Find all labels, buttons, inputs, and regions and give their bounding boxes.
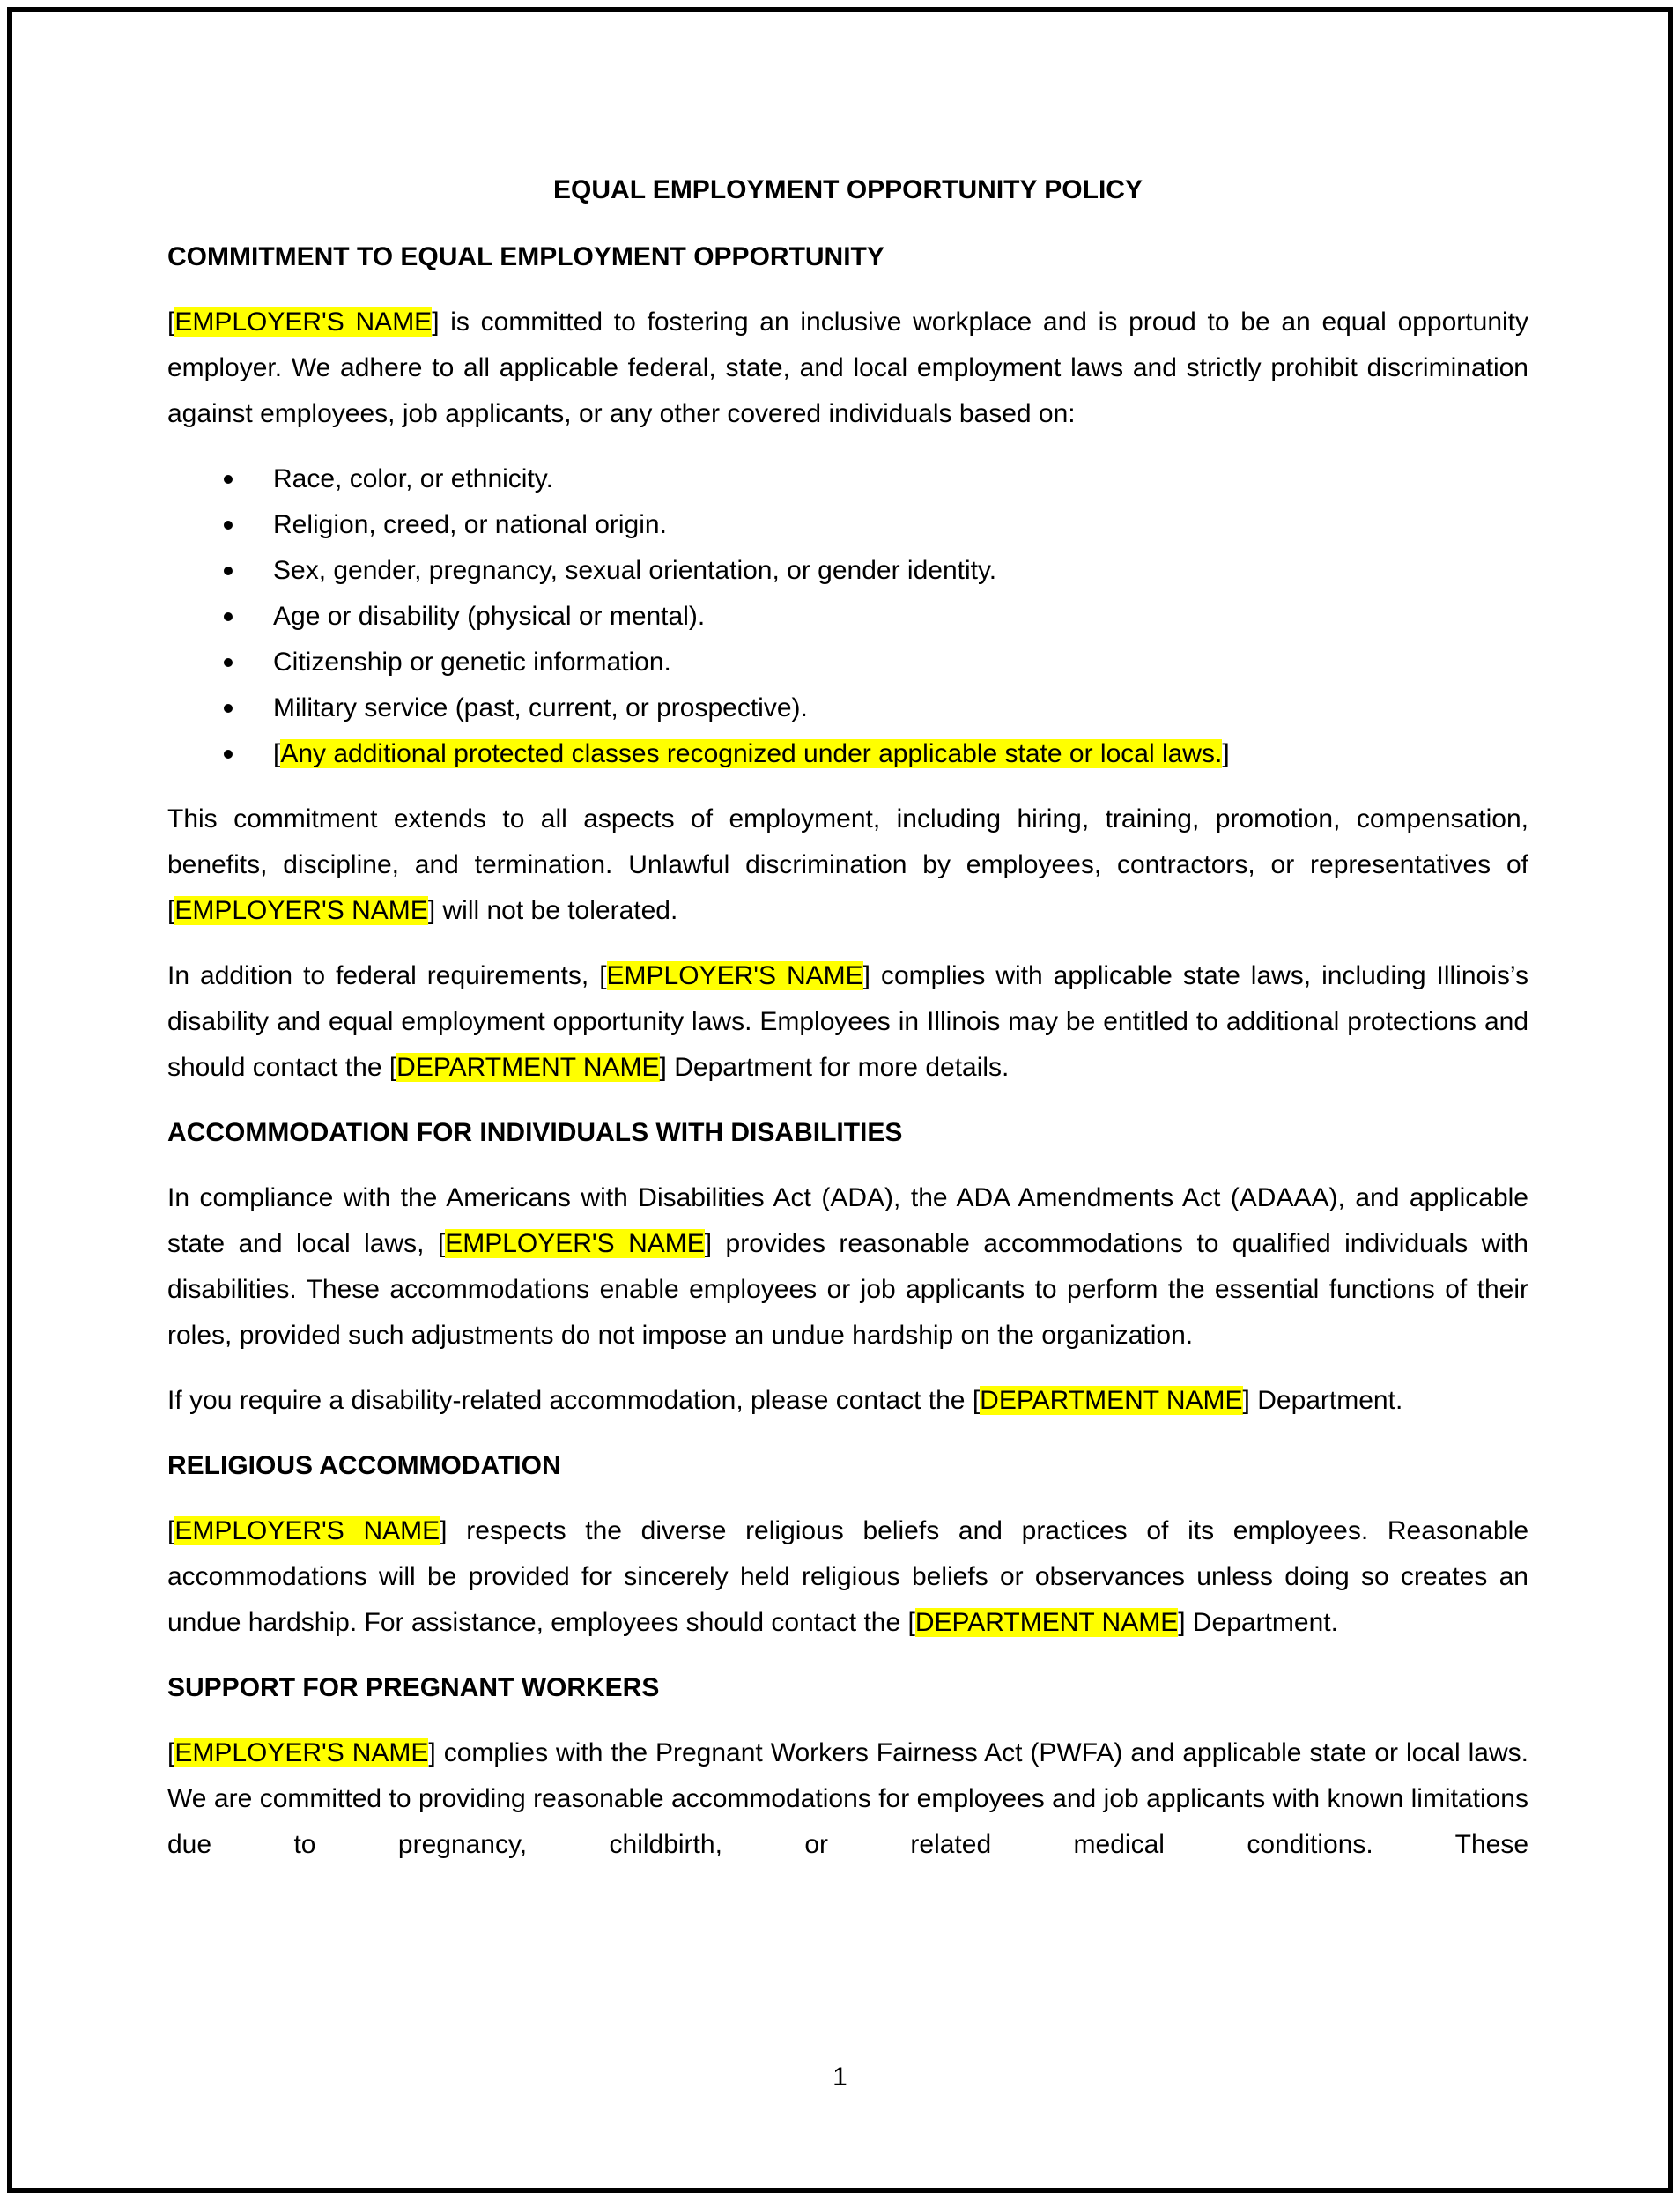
- placeholder-highlight: EMPLOYER'S NAME: [174, 1516, 440, 1545]
- section-heading: COMMITMENT TO EQUAL EMPLOYMENT OPPORTUNITY: [167, 242, 884, 271]
- section-heading: SUPPORT FOR PREGNANT WORKERS: [167, 1673, 660, 1702]
- section-heading: ACCOMMODATION FOR INDIVIDUALS WITH DISABILITIES: [167, 1118, 903, 1147]
- document-title: EQUAL EMPLOYMENT OPPORTUNITY POLICY: [553, 175, 1143, 204]
- placeholder-highlight: DEPARTMENT NAME: [914, 1608, 1179, 1637]
- paragraph: [167, 300, 1528, 437]
- text-run: ]: [1222, 739, 1230, 768]
- text-run: [: [273, 739, 281, 768]
- paragraph: [167, 1730, 1528, 1868]
- text-run: This commitment extends to all aspects of employment, including hiring, training, promotion, compensation, benefits, discipline, and termination. Unlawful discrimination by employees, contractors, or representatives of [: [167, 804, 1528, 925]
- section-heading: RELIGIOUS ACCOMMODATION: [167, 1451, 561, 1480]
- paragraph: [167, 1378, 1528, 1424]
- text-run: If you require a disability-related accommodation, please contact the [: [167, 1386, 981, 1415]
- paragraph: [167, 1508, 1528, 1646]
- bullet-item: [167, 640, 1528, 685]
- text-run: Race, color, or ethnicity.: [273, 464, 553, 493]
- placeholder-highlight: DEPARTMENT NAME: [396, 1053, 660, 1082]
- text-run: ] Department.: [1242, 1386, 1403, 1415]
- text-run: ] provides reasonable accommodations to qualified individuals with disabilities. These accommodations enable employees or job applicants to perform the essential functions of their roles, provided such adjustments do not impose an undue hardship on the organization.: [167, 1229, 1528, 1350]
- text-run: [: [167, 1516, 175, 1545]
- paragraph: [167, 1175, 1528, 1359]
- page-number: 1: [833, 2063, 847, 2092]
- text-run: Citizenship or genetic information.: [273, 648, 671, 677]
- bullet-list: [167, 456, 1528, 777]
- bullet-item: [167, 456, 1528, 502]
- text-run: ] is committed to fostering an inclusive workplace and is proud to be an equal opportunity employer. We adhere to all applicable federal, state, and local employment laws and strictly prohibit discrimination against employees, job applicants, or any other covered individuals based on:: [167, 307, 1528, 428]
- bullet-item: [167, 594, 1528, 640]
- placeholder-highlight: DEPARTMENT NAME: [980, 1386, 1243, 1415]
- text-run: Military service (past, current, or prospective).: [273, 693, 808, 722]
- text-run: In addition to federal requirements, [: [167, 961, 607, 990]
- text-run: Sex, gender, pregnancy, sexual orientation, or gender identity.: [273, 556, 997, 585]
- placeholder-highlight: EMPLOYER'S NAME: [174, 896, 428, 925]
- placeholder-highlight: EMPLOYER'S NAME: [174, 307, 433, 337]
- paragraph: [167, 796, 1528, 934]
- text-run: ] will not be tolerated.: [427, 896, 678, 925]
- text-run: ] Department.: [1178, 1608, 1338, 1637]
- text-run: [: [167, 307, 175, 337]
- bullet-item: [167, 502, 1528, 548]
- text-run: ] Department for more details.: [659, 1053, 1010, 1082]
- text-run: ] respects the diverse religious beliefs and practices of its employees. Reasonable accommodations will be provided for sincerely held religious beliefs or observances unless doing so creates an undue hardship. For assistance, employees should contact the [: [167, 1516, 1529, 1637]
- placeholder-highlight: EMPLOYER'S NAME: [174, 1738, 429, 1767]
- text-run: Religion, creed, or national origin.: [273, 510, 667, 539]
- text-run: ] complies with the Pregnant Workers Fairness Act (PWFA) and applicable state or local laws. We are committed to providing reasonable accommodations for employees and job applicants with known limitations due to pregnancy, childbirth, or related medical conditions. These: [167, 1738, 1528, 1859]
- text-run: ] complies with applicable state laws, including Illinois’s disability and equal employment opportunity laws. Employees in Illinois may be entitled to additional protections and should contact the [: [167, 961, 1528, 1082]
- text-run: In compliance with the Americans with Disabilities Act (ADA), the ADA Amendments Act (ADAAA), and applicable state and local laws, [: [167, 1183, 1528, 1258]
- placeholder-highlight: EMPLOYER'S NAME: [445, 1229, 705, 1258]
- document-body: [167, 234, 1528, 1868]
- placeholder-highlight: EMPLOYER'S NAME: [606, 961, 863, 990]
- bullet-item: [167, 731, 1528, 777]
- text-run: Age or disability (physical or mental).: [273, 602, 706, 631]
- text-run: [: [167, 1738, 175, 1767]
- paragraph: [167, 953, 1528, 1091]
- placeholder-highlight: Any additional protected classes recognized under applicable state or local laws.: [280, 739, 1223, 768]
- bullet-item: [167, 685, 1528, 731]
- bullet-item: [167, 548, 1528, 594]
